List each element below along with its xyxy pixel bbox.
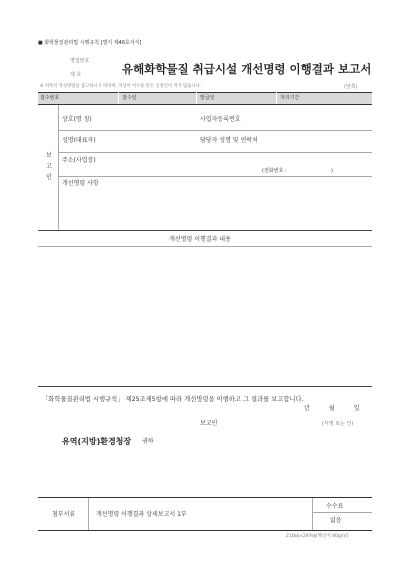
section-rule [38, 104, 372, 105]
declaration-date: 년 월 일 [304, 405, 360, 412]
paper-spec: 210㎜×297㎜[백상지 80g/㎡] [286, 534, 349, 539]
honorific: 귀하 [142, 438, 154, 445]
number-label: 제 호 [70, 72, 82, 78]
issue-date-label: 발급일 [200, 95, 215, 101]
receipt-number-label: 접수번호 [40, 95, 60, 101]
fee-value: 없음 [330, 517, 342, 524]
results-content-area[interactable] [38, 247, 372, 385]
reporter-label: 보고인 [200, 420, 218, 427]
divider [276, 92, 277, 104]
business-registration-label: 사업자등록번호 [200, 116, 241, 123]
section-rule [38, 530, 372, 531]
representative-label: 성명(대표자) [62, 137, 96, 144]
attachments-label: 첨부서류 [52, 511, 76, 518]
divider [58, 105, 59, 230]
improvement-order-label: 개선명령 사항 [62, 180, 99, 187]
divider [88, 498, 89, 530]
company-name-label: 상호(명 칭) [62, 116, 92, 123]
top-rule [38, 92, 372, 93]
attachments-content: 개선명령 이행결과 상세보고서 1부 [96, 511, 187, 518]
row-rule [58, 176, 372, 177]
row-rule [58, 130, 372, 131]
section-rule [38, 386, 372, 387]
divider [118, 92, 119, 104]
signature-hint: (서명 또는 인) [322, 421, 354, 427]
form-title: 유해화학물질 취급시설 개선명령 이행결과 보고서 [122, 62, 372, 76]
processing-period-label: 처리기간 [280, 95, 300, 101]
addressee: 유역(지방)환경청장 [62, 437, 132, 446]
reporter-side-label: 보 고 인 [46, 152, 52, 181]
divider [196, 92, 197, 104]
receipt-date-label: 접수일 [122, 95, 137, 101]
fee-label: 수수료 [326, 503, 344, 510]
business-number-label: 영업번호 [70, 58, 90, 64]
row-rule [312, 512, 372, 513]
declaration-text: 「화학물질관리법 시행규칙」 제25조제5항에 따라 개선명령을 이행하고 그 결과를 보고합니다. [42, 396, 304, 403]
instruction-note: ※ 뒤쪽의 작성방법을 참고하시기 바라며, 색상이 어두운 란은 신청인이 적지 않습니다. [40, 84, 202, 89]
phone-label: (전화번호 : ) [262, 168, 333, 174]
row-rule [58, 152, 372, 153]
divider [312, 498, 313, 530]
address-label: 주소(사업장) [62, 157, 96, 164]
page-side-label: (앞쪽) [344, 84, 358, 90]
results-heading: 개선명령 이행결과 내용 [169, 236, 231, 243]
contact-person-label: 담당자 성명 및 연락처 [200, 137, 258, 144]
law-reference: ■ 화학물질관리법 시행규칙 [별지 제46호서식] [38, 40, 142, 46]
section-rule [38, 230, 372, 231]
